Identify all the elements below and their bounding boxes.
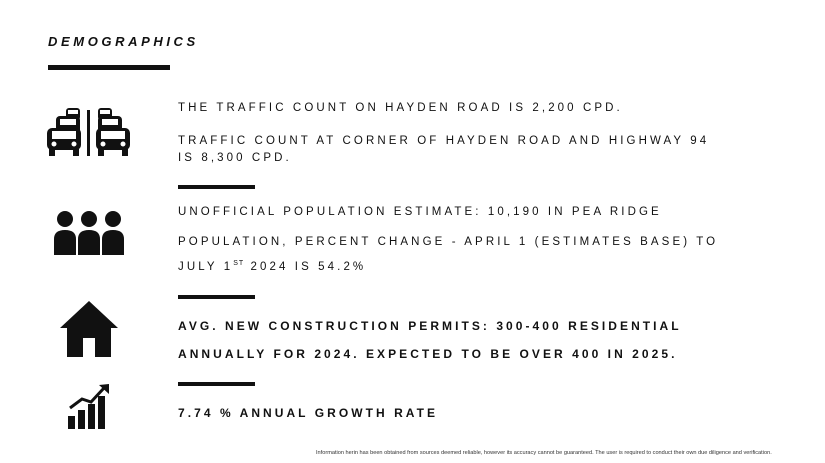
growth-chart-icon xyxy=(67,383,111,429)
section-divider xyxy=(178,185,255,189)
traffic-cars-icon xyxy=(46,106,132,158)
population-estimate: UNOFFICIAL POPULATION ESTIMATE: 10,190 IN PEA RIDGE xyxy=(178,206,662,218)
traffic-count-hayden: THE TRAFFIC COUNT ON HAYDEN ROAD IS 2,200 CPD. xyxy=(178,102,623,114)
annual-growth-rate: 7.74 % ANNUAL GROWTH RATE xyxy=(178,406,439,420)
construction-expected: ANNUALLY FOR 2024. EXPECTED TO BE OVER 400 IN 2025. xyxy=(178,347,678,361)
house-icon xyxy=(59,300,119,358)
disclaimer: Information herin has been obtained from sources deemed reliable, however its accuracy cannot be guaranteed. The user is required to conduct their own due diligence and verification. xyxy=(316,450,772,456)
title-underline xyxy=(48,65,170,70)
section-divider xyxy=(178,295,255,299)
traffic-count-corner: TRAFFIC COUNT AT CORNER OF HAYDEN ROAD AND HIGHWAY 94 IS 8,300 CPD. xyxy=(178,135,710,164)
section-divider xyxy=(178,382,255,386)
population-percent-change: POPULATION, PERCENT CHANGE - APRIL 1 (ESTIMATES BASE) TO xyxy=(178,236,719,248)
people-group-icon xyxy=(53,211,126,255)
population-percent-change-cont: JULY 1ST 2024 IS 54.2% xyxy=(178,260,367,273)
construction-permits: AVG. NEW CONSTRUCTION PERMITS: 300-400 RESIDENTIAL xyxy=(178,319,682,333)
page-title: DEMOGRAPHICS xyxy=(48,34,199,49)
